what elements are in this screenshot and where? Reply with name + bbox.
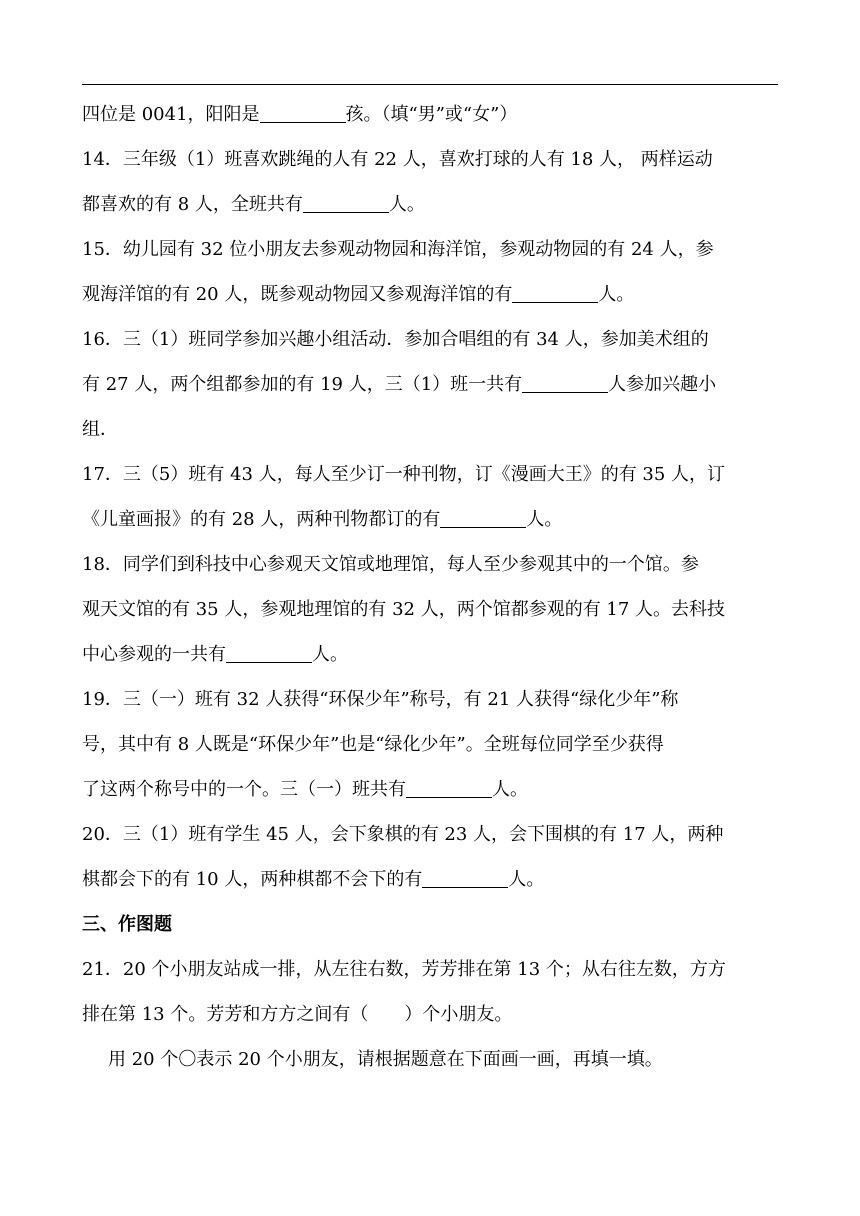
q20-line-1: 20．三（1）班有学生 45 人，会下象棋的有 23 人，会下围棋的有 17 人，两种 (82, 824, 724, 845)
q18-line-2: 观天文馆的有 35 人，参观地理馆的有 32 人，两个馆都参观的有 17 人。去科技 (82, 599, 726, 620)
q19-line-1: 19．三（一）班有 32 人获得“环保少年”称号，有 21 人获得“绿化少年”称 (82, 689, 679, 710)
q13-continuation (82, 92, 782, 137)
q18-line-3 (82, 632, 782, 677)
q16-text-before-blank: 有 27 人，两个组都参加的有 19 人，三（1）班一共有 (82, 374, 523, 395)
q14-line-1: 14．三年级（1）班喜欢跳绳的人有 22 人，喜欢打球的人有 18 人， 两样运动 (82, 149, 713, 170)
q17-line-1: 17．三（5）班有 43 人，每人至少订一种刊物，订《漫画大王》的有 35 人，订 (82, 464, 726, 485)
q14-line-2 (82, 182, 782, 227)
section-heading-drawing: 三、作图题 (82, 914, 172, 935)
q16-line-2 (82, 362, 782, 407)
q19-answer-blank[interactable] (406, 777, 492, 798)
q15-text-after-blank: 人。 (598, 284, 635, 305)
q14-answer-blank[interactable] (303, 192, 389, 213)
q20-text-after-blank: 人。 (508, 869, 545, 890)
q14-text-before-blank: 都喜欢的有 8 人，全班共有 (82, 194, 303, 215)
q21-line-2: 排在第 13 个。芳芳和方方之间有（ ）个小朋友。 (82, 1004, 513, 1025)
q19-text-before-blank: 了这两个称号中的一个。三（一）班共有 (82, 779, 406, 800)
q17-line-2 (82, 497, 782, 542)
q14-text-after-blank: 人。 (388, 194, 425, 215)
q18-line-1: 18．同学们到科技中心参观天文馆或地理馆，每人至少参观其中的一个馆。参 (82, 554, 699, 575)
q15-answer-blank[interactable] (512, 282, 598, 303)
q13-text-after-blank: 孩。（填“男”或“女”） (345, 104, 518, 125)
document-body (82, 92, 782, 1082)
q19-line-2: 号，其中有 8 人既是“环保少年”也是“绿化少年”。全班每位同学至少获得 (82, 734, 664, 755)
q18-text-before-blank: 中心参观的一共有 (82, 644, 226, 665)
q21-line-1: 21．20 个小朋友站成一排，从左往右数，芳芳排在第 13 个；从右往左数，方方 (82, 959, 726, 980)
q20-answer-blank[interactable] (422, 867, 508, 888)
q13-answer-blank[interactable] (260, 102, 346, 123)
q15-text-before-blank: 观海洋馆的有 20 人，既参观动物园又参观海洋馆的有 (82, 284, 513, 305)
q17-text-after-blank: 人。 (526, 509, 563, 530)
q16-line-3: 组． (82, 419, 118, 440)
q19-text-after-blank: 人。 (492, 779, 528, 800)
q19-line-3 (82, 767, 782, 812)
q16-answer-blank[interactable] (522, 372, 608, 393)
q15-line-1: 15．幼儿园有 32 位小朋友去参观动物园和海洋馆，参观动物园的有 24 人，参 (82, 239, 714, 260)
q20-line-2 (82, 857, 782, 902)
q18-answer-blank[interactable] (226, 642, 312, 663)
q20-text-before-blank: 棋都会下的有 10 人，两种棋都不会下的有 (82, 869, 423, 890)
q16-line-1: 16．三（1）班同学参加兴趣小组活动．参加合唱组的有 34 人，参加美术组的 (82, 329, 709, 350)
q16-text-after-blank: 人参加兴趣小 (608, 374, 717, 395)
header-rule (82, 84, 778, 85)
q17-text-before-blank: 《儿童画报》的有 28 人，两种刊物都订的有 (82, 509, 441, 530)
q13-text-before-blank: 四位是 0041，阳阳是 (82, 104, 260, 125)
q15-line-2 (82, 272, 782, 317)
q17-answer-blank[interactable] (440, 507, 526, 528)
q21-instruction: 用 20 个〇表示 20 个小朋友，请根据题意在下面画一画，再填一填。 (108, 1049, 663, 1070)
q18-text-after-blank: 人。 (312, 644, 348, 665)
